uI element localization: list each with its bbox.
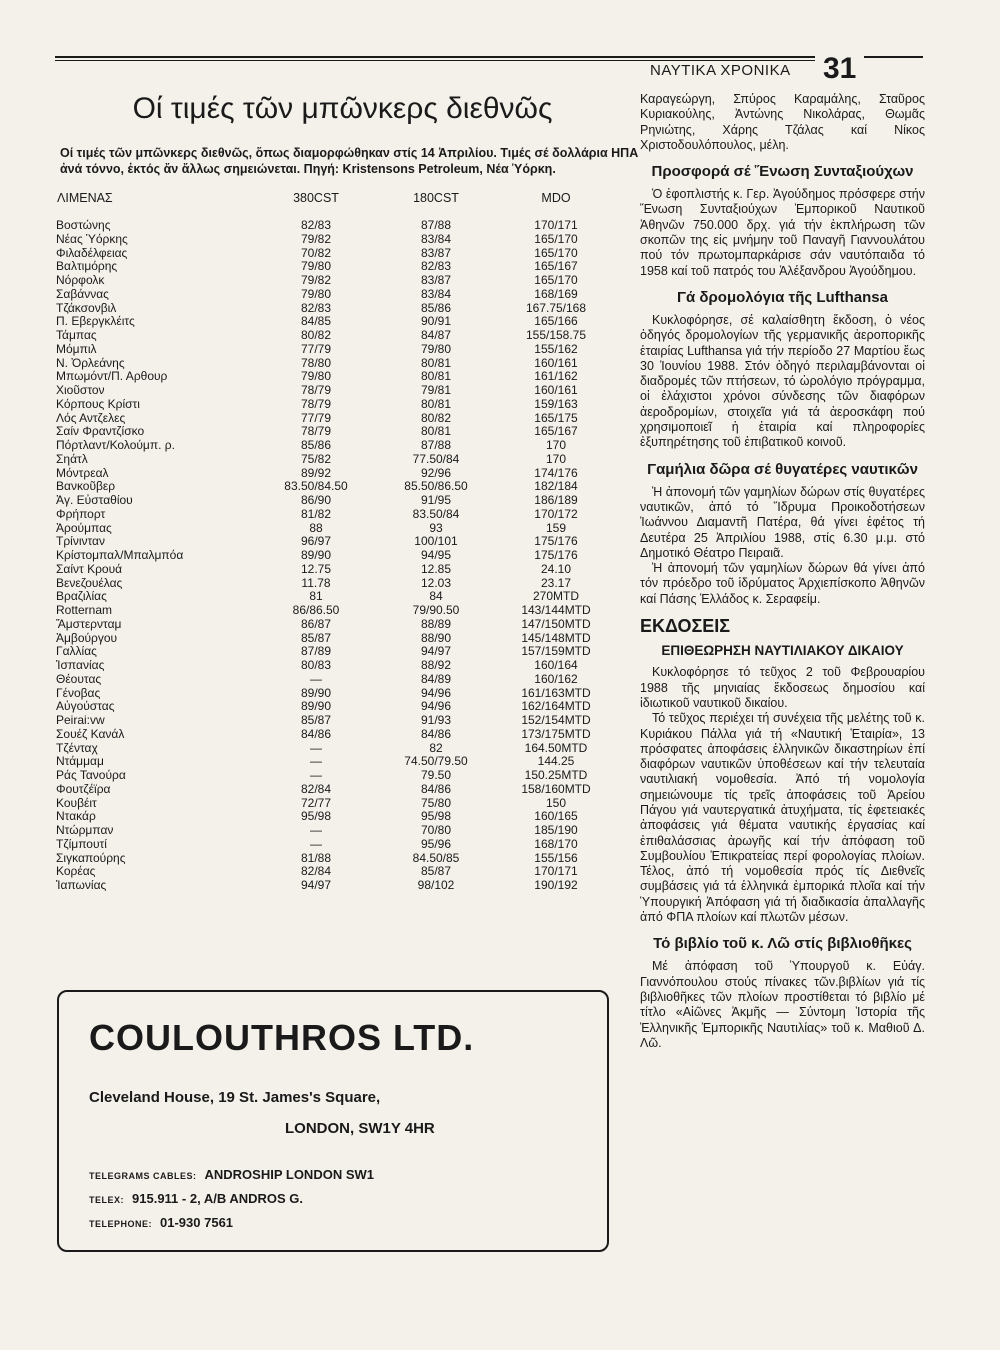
cell-mdo: 158/160MTD bbox=[521, 781, 591, 796]
header-rule bbox=[55, 56, 923, 58]
cell-port: Π. Εβεργκλέιτς bbox=[56, 314, 135, 329]
table-row bbox=[56, 233, 616, 247]
table-row bbox=[56, 508, 616, 522]
cell-port: Βαλτιμόρης bbox=[56, 259, 118, 274]
cell-380cst: — bbox=[310, 671, 322, 686]
cell-180cst: 80/81 bbox=[420, 369, 452, 384]
section-title-lo-book: Τό βιβλίο τοῦ κ. Λῶ στίς βιβλιοθῆκες bbox=[653, 935, 912, 953]
cell-mdo: 170 bbox=[545, 438, 567, 452]
cell-180cst: 80/82 bbox=[420, 410, 452, 425]
cell-180cst: 84/86 bbox=[420, 726, 452, 741]
table-row bbox=[56, 563, 616, 577]
cell-180cst: 100/101 bbox=[414, 534, 458, 549]
table-row bbox=[56, 467, 616, 481]
cell-180cst: 83/87 bbox=[420, 245, 452, 260]
cell-mdo: 173/175MTD bbox=[521, 726, 591, 741]
table-row bbox=[56, 879, 616, 893]
ad-telephone-value: 01-930 7561 bbox=[160, 1215, 234, 1230]
section-text-lo-book: Μέ ἀπόφαση τοῦ Ὑπουργοῦ κ. Εὐάγ. Γιαννόπουλου στούς πίνακες τῶν.βιβλίων γιά τίς βιβλιοθῆκες τῶν πλοίων προστίθεται τό βιβλίο μέ τίτλο «Αἰῶνες Ἀκμῆς — Σύντομη Ἱστορία τῆς Ἑλληνικῆς Ἐμπορικῆς Ναυτιλίας» τοῦ κ. Μαθιοῦ Δ. Λῶ. bbox=[640, 959, 925, 1050]
cell-380cst: 11.78 bbox=[301, 575, 331, 590]
ad-address-line1: Cleveland House, 19 St. James's Square, bbox=[89, 1089, 381, 1106]
cell-port: Τζένταχ bbox=[56, 740, 98, 755]
cell-380cst: 89/92 bbox=[300, 465, 332, 480]
table-row bbox=[56, 384, 616, 398]
cell-180cst: 84 bbox=[429, 589, 443, 604]
cell-180cst: 83.50/84 bbox=[412, 506, 460, 521]
table-row bbox=[56, 824, 616, 838]
cell-mdo: 168/170 bbox=[534, 836, 578, 851]
cell-port: Σουέζ Κανάλ bbox=[56, 726, 125, 741]
cell-180cst: 94/96 bbox=[420, 685, 452, 700]
cell-port: Βραζιλίας bbox=[56, 589, 107, 604]
table-row bbox=[56, 755, 616, 769]
cell-180cst: 94/95 bbox=[420, 548, 452, 562]
cell-380cst: 79/82 bbox=[300, 231, 332, 246]
cell-180cst: 75/80 bbox=[420, 795, 452, 810]
table-row bbox=[56, 219, 616, 233]
cell-port: Σηάτλ bbox=[56, 451, 88, 466]
cell-180cst: 91/93 bbox=[420, 713, 452, 727]
cell-380cst: 78/79 bbox=[300, 396, 332, 411]
section-text-lufthansa: Κυκλοφόρησε, σέ καλαίσθητη ἔκδοση, ὁ νέος ὁδηγός δρομολογίων τῆς γερμανικῆς ἀεροπορικῆς ἑταιρίας Lufthansa γιά τήν περίοδο 27 Μαρτίου ἕως 30 Ἰουνίου 1988. Στόν ὁδηγό περιλαμβάνονται οἱ διαδρομές τῶν πτήσεων, τό ὡρολόγιο πρόγραμμα, οἱ ἐλάχιστοι χρόνοι σύνδεσης τῶν διαφόρων ἀεροδρομίων, στοιχεῖα γιά τά ἀεροσκάφη πού χρησιμοποιεῖ ἡ ἑταιρία καί πληροφορίες ἐξυπηρέτησης τοῦ ἐπιβατικοῦ κοινοῦ. bbox=[640, 312, 925, 450]
table-row bbox=[56, 412, 616, 426]
cell-180cst: 92/96 bbox=[420, 465, 452, 480]
cell-380cst: 78/80 bbox=[300, 355, 332, 370]
cell-180cst: 83/84 bbox=[420, 286, 452, 301]
cell-380cst: 83.50/84.50 bbox=[284, 479, 348, 494]
table-row bbox=[56, 618, 616, 632]
table-row bbox=[56, 343, 616, 357]
table-row bbox=[56, 535, 616, 549]
cell-port: Νόρφολκ bbox=[56, 273, 105, 287]
cell-180cst: 87/88 bbox=[420, 438, 452, 452]
cell-380cst: 89/90 bbox=[300, 685, 332, 700]
table-row bbox=[56, 357, 616, 371]
table-row bbox=[56, 247, 616, 261]
cell-mdo: 150.25MTD bbox=[524, 768, 588, 782]
cell-380cst: — bbox=[310, 754, 322, 769]
cell-port: Σαβάννας bbox=[56, 286, 109, 301]
cell-180cst: 82 bbox=[429, 740, 443, 755]
cell-180cst: 88/90 bbox=[420, 630, 452, 645]
cell-mdo: 160/165 bbox=[534, 809, 578, 824]
cell-180cst: 83/84 bbox=[420, 231, 452, 246]
cell-mdo: 161/163MTD bbox=[521, 685, 591, 700]
cell-port: Κουβέιτ bbox=[56, 795, 97, 810]
cell-port: Φιλαδέλφειας bbox=[56, 245, 128, 260]
cell-mdo: 170 bbox=[545, 451, 567, 466]
table-row bbox=[56, 632, 616, 646]
cell-380cst: 81/82 bbox=[300, 506, 332, 521]
cell-mdo: 155/156 bbox=[534, 850, 578, 865]
cell-380cst: 79/80 bbox=[300, 286, 332, 301]
section-text-maritime-law-review-1: Κυκλοφόρησε τό τεῦχος 2 τοῦ Φεβρουαρίου 1988 τῆς μηνιαίας ἔκδοσεως δημοσίου καί ἰδιωτικοῦ ναυτικοῦ δικαίου. bbox=[640, 665, 925, 710]
cell-mdo: 170/171 bbox=[534, 864, 578, 879]
cell-port: Κρίστομπαλ/Μπαλμπόα bbox=[56, 548, 184, 562]
cell-380cst: 81/88 bbox=[300, 850, 332, 865]
ad-telex-value: 915.911 - 2, A/B ANDROS G. bbox=[132, 1191, 304, 1206]
cell-port: Κορέας bbox=[56, 864, 96, 879]
cell-380cst: 82/84 bbox=[300, 781, 332, 796]
cell-380cst: 84/86 bbox=[300, 726, 332, 741]
cell-380cst: 78/79 bbox=[300, 383, 332, 397]
table-row bbox=[56, 315, 616, 329]
cell-mdo: 159 bbox=[545, 520, 567, 535]
cell-port: Μόμπιλ bbox=[56, 341, 97, 356]
section-title-maritime-law-review: ΕΠΙΘΕΩΡΗΣΗ ΝΑΥΤΙΛΙΑΚΟΥ ΔΙΚΑΙΟΥ bbox=[661, 643, 904, 659]
cell-mdo: 170/171 bbox=[534, 218, 578, 232]
table-row bbox=[56, 797, 616, 811]
cell-380cst: 81 bbox=[309, 589, 323, 604]
cell-mdo: 147/150MTD bbox=[521, 616, 591, 631]
cell-mdo: 165/170 bbox=[534, 231, 578, 246]
section-title-lufthansa: Γά δρομολόγια τῆς Lufthansa bbox=[677, 288, 888, 306]
cell-180cst: 95/98 bbox=[420, 809, 452, 824]
cell-port: Ράς Τανούρα bbox=[56, 768, 126, 782]
table-row bbox=[56, 700, 616, 714]
cell-380cst: 79/82 bbox=[300, 273, 332, 287]
cell-port: Θέουτας bbox=[56, 671, 102, 686]
cell-180cst: 80/81 bbox=[420, 424, 452, 439]
cell-mdo: 167.75/168 bbox=[525, 300, 587, 315]
cell-mdo: 150 bbox=[545, 795, 567, 810]
table-row bbox=[56, 439, 616, 453]
cell-180cst: 90/91 bbox=[420, 314, 452, 329]
cell-mdo: 270MTD bbox=[532, 589, 579, 604]
cell-180cst: 95/96 bbox=[420, 836, 452, 851]
cell-180cst: 85/86 bbox=[420, 300, 452, 315]
table-row bbox=[56, 604, 616, 618]
table-row bbox=[56, 728, 616, 742]
table-row bbox=[56, 577, 616, 591]
cell-mdo: 157/159MTD bbox=[521, 644, 591, 659]
table-row bbox=[56, 810, 616, 824]
table-row bbox=[56, 522, 616, 536]
cell-180cst: 83/87 bbox=[420, 273, 452, 287]
cell-mdo: 165/166 bbox=[534, 314, 578, 329]
cell-mdo: 190/192 bbox=[534, 878, 578, 892]
cell-180cst: 85.50/86.50 bbox=[404, 479, 468, 494]
cell-380cst: 79/80 bbox=[300, 369, 332, 384]
section-text-wedding-gifts-1: Ἡ ἀπονομή τῶν γαμηλίων δώρων στίς θυγατέρες ναυτικῶν, ἀπό τό Ἵδρυμα Προικοδοτήσεων Ἰωάννου Διαμαντῆ Πατέρα, θά γίνει ἐφέτος τή Δευτέρα 25 Ἀπριλίου 1988, στίς 6.30 μ.μ. στό Δημοτικό Θέατρο Πειραιᾶ. bbox=[640, 484, 925, 560]
cell-180cst: 70/80 bbox=[420, 823, 452, 837]
cell-mdo: 164.50MTD bbox=[524, 740, 588, 755]
cell-port: Αὐγούστας bbox=[56, 699, 115, 714]
cell-mdo: 160/162 bbox=[534, 671, 578, 686]
cell-380cst: 82/83 bbox=[300, 300, 332, 315]
cell-180cst: 79/90.50 bbox=[412, 603, 460, 617]
cell-mdo: 160/164 bbox=[534, 658, 578, 672]
cell-port: Φουτζέϊρα bbox=[56, 781, 111, 796]
cell-port: Ἁγ. Εὐσταθίου bbox=[56, 493, 133, 507]
table-row bbox=[56, 480, 616, 494]
cell-mdo: 24.10 bbox=[540, 561, 572, 576]
cell-380cst: 77/79 bbox=[300, 341, 332, 356]
table-row bbox=[56, 742, 616, 756]
cell-port: Ν. Ὀρλεάνης bbox=[56, 355, 125, 370]
cell-port: Τζίμπουτί bbox=[56, 836, 107, 851]
cell-180cst: 84/87 bbox=[420, 328, 452, 342]
cell-380cst: 86/87 bbox=[300, 616, 332, 631]
table-row bbox=[56, 425, 616, 439]
table-row bbox=[56, 852, 616, 866]
cell-180cst: 94/97 bbox=[420, 644, 452, 659]
cell-mdo: 165/167 bbox=[534, 259, 578, 274]
cell-port: Γένοβας bbox=[56, 685, 101, 700]
cell-mdo: 186/189 bbox=[534, 493, 578, 507]
cell-180cst: 84/89 bbox=[420, 671, 452, 686]
cell-mdo: 144.25 bbox=[537, 754, 575, 769]
cell-mdo: 23.17 bbox=[540, 575, 572, 590]
cell-port: Ἰσπανίας bbox=[56, 658, 105, 672]
cell-port: Peirai:vw bbox=[56, 713, 105, 727]
cell-180cst: 85/87 bbox=[420, 864, 452, 879]
cell-380cst: 96/97 bbox=[300, 534, 332, 549]
cell-180cst: 87/88 bbox=[420, 218, 452, 232]
table-row bbox=[56, 288, 616, 302]
table-row bbox=[56, 370, 616, 384]
cell-port: Rotternam bbox=[56, 603, 113, 617]
table-row bbox=[56, 302, 616, 316]
bunker-prices-table bbox=[56, 190, 616, 893]
column-header-380cst: 380CST bbox=[293, 191, 339, 205]
table-row bbox=[56, 838, 616, 852]
cell-mdo: 185/190 bbox=[534, 823, 578, 837]
cell-380cst: 86/90 bbox=[300, 493, 332, 507]
header-rule-secondary bbox=[55, 60, 815, 61]
right-column bbox=[640, 92, 925, 1051]
cell-380cst: 85/86 bbox=[300, 438, 332, 452]
cell-180cst: 80/81 bbox=[420, 355, 452, 370]
cell-180cst: 79/81 bbox=[420, 383, 452, 397]
cell-380cst: 77/79 bbox=[300, 410, 332, 425]
cell-380cst: 79/80 bbox=[300, 259, 332, 274]
cell-380cst: 89/90 bbox=[300, 699, 332, 714]
cell-180cst: 74.50/79.50 bbox=[404, 754, 468, 769]
cell-380cst: 95/98 bbox=[300, 809, 332, 824]
cell-port: Ἰαπωνίας bbox=[56, 878, 107, 892]
cell-port: Πόρτλαντ/Κολούμπ. ρ. bbox=[56, 438, 175, 452]
cell-380cst: — bbox=[310, 768, 322, 782]
cell-mdo: 162/164MTD bbox=[521, 699, 591, 714]
cell-mdo: 143/144MTD bbox=[521, 603, 591, 617]
table-body bbox=[56, 219, 616, 893]
table-row bbox=[56, 865, 616, 879]
cell-mdo: 160/161 bbox=[534, 383, 578, 397]
section-title-wedding-gifts: Γαμήλια δῶρα σέ θυγατέρες ναυτικῶν bbox=[647, 460, 918, 478]
section-text-wedding-gifts-2: Ἡ ἀπονομή τῶν γαμηλίων δώρων θά γίνει ἀπό τόν πρόεδρο τοῦ ἱδρύματος Ἀρχιεπίσκοπο Ἀθηνῶν καί Πάσης Ἑλλάδος κ. Σεραφείμ. bbox=[640, 561, 925, 606]
continued-paragraph: Καραγεώργη, Σπύρος Καραμάλης, Σταῦρος Κυριακούλης, Ἀντώνης Νικολάρας, Θωμᾶς Ρηνιώτης, Χάρης Τζάλας καί Νίκος Χριστοδουλόπουλος, μέλη. bbox=[640, 92, 925, 152]
cell-180cst: 84.50/85 bbox=[412, 850, 460, 865]
cell-mdo: 175/176 bbox=[534, 548, 578, 562]
cell-380cst: 84/85 bbox=[300, 314, 332, 329]
table-row bbox=[56, 274, 616, 288]
table-row bbox=[56, 645, 616, 659]
cell-380cst: 85/87 bbox=[300, 713, 332, 727]
cell-380cst: 89/90 bbox=[300, 548, 332, 562]
table-row bbox=[56, 453, 616, 467]
ad-company-name: COULOUTHROS LTD. bbox=[89, 1017, 475, 1058]
cell-mdo: 182/184 bbox=[534, 479, 578, 494]
advertisement-box bbox=[57, 990, 609, 1252]
table-row bbox=[56, 769, 616, 783]
cell-mdo: 155/158.75 bbox=[525, 328, 587, 342]
cell-380cst: — bbox=[310, 740, 322, 755]
ad-telegrams-value: ANDROSHIP LONDON SW1 bbox=[204, 1167, 374, 1182]
table-row bbox=[56, 260, 616, 274]
table-row bbox=[56, 398, 616, 412]
page-number: 31 bbox=[815, 52, 864, 86]
cell-mdo: 165/175 bbox=[534, 410, 578, 425]
ad-telex bbox=[89, 1191, 303, 1206]
ad-telex-label: TELEX: bbox=[89, 1195, 125, 1205]
cell-port: Γαλλίας bbox=[56, 644, 97, 659]
ad-telegrams bbox=[89, 1167, 374, 1182]
table-row bbox=[56, 673, 616, 687]
cell-mdo: 145/148MTD bbox=[521, 630, 591, 645]
ad-telephone bbox=[89, 1215, 233, 1230]
ad-address-line2: LONDON, SW1Y 4HR bbox=[285, 1120, 435, 1137]
cell-380cst: 82/84 bbox=[300, 864, 332, 879]
cell-port: Βενεζουέλας bbox=[56, 575, 123, 590]
section-title-pension-donation: Προσφορά σέ Ἕνωση Συνταξιούχων bbox=[651, 163, 914, 181]
table-row bbox=[56, 549, 616, 563]
cell-mdo: 165/170 bbox=[534, 273, 578, 287]
cell-port: Σαίν Φραντζίσκο bbox=[56, 424, 145, 439]
cell-180cst: 94/96 bbox=[420, 699, 452, 714]
cell-port: Μόντρεαλ bbox=[56, 465, 109, 480]
cell-380cst: 80/83 bbox=[300, 658, 332, 672]
cell-port: Ἄμστερνταμ bbox=[56, 616, 122, 631]
cell-port: Τάμπας bbox=[56, 328, 97, 342]
cell-180cst: 98/102 bbox=[417, 878, 455, 892]
cell-380cst: 88 bbox=[309, 520, 323, 535]
cell-380cst: 94/97 bbox=[300, 878, 332, 892]
cell-380cst: 87/89 bbox=[300, 644, 332, 659]
cell-port: Βοστώνης bbox=[56, 218, 111, 232]
cell-180cst: 79.50 bbox=[420, 768, 452, 782]
cell-port: Σιγκαπούρης bbox=[56, 850, 126, 865]
cell-180cst: 82/83 bbox=[420, 259, 452, 274]
cell-mdo: 155/162 bbox=[534, 341, 578, 356]
cell-380cst: 86/86.50 bbox=[292, 603, 340, 617]
cell-mdo: 175/176 bbox=[534, 534, 578, 549]
cell-180cst: 77.50/84 bbox=[412, 451, 460, 466]
cell-port: Ντάμμαμ bbox=[56, 754, 104, 769]
cell-mdo: 165/167 bbox=[534, 424, 578, 439]
table-header-row bbox=[56, 190, 616, 219]
article-title: Οί τιμές τῶν μπῶνκερς διεθνῶς bbox=[132, 92, 553, 125]
table-row bbox=[56, 783, 616, 797]
article-intro: Οί τιμές τῶν μπῶνκερς διεθνῶς, ὅπως διαμορφώθηκαν στίς 14 Ἀπριλίου. Τιμές σέ δολλάρια ΗΠΑ ἀνά τόννο, ἐκτός ἄν ἄλλως σημειώνεται. Πηγή: Kristensons Petroleum, Νέα Ὑόρκη. bbox=[60, 146, 639, 176]
cell-port: Τρίνινταν bbox=[56, 534, 105, 549]
cell-mdo: 159/163 bbox=[534, 396, 578, 411]
cell-180cst: 12.03 bbox=[420, 575, 452, 590]
cell-port: Φρήπορτ bbox=[56, 506, 106, 521]
cell-port: Λός Αντζελες bbox=[56, 410, 126, 425]
section-text-maritime-law-review-2: Τό τεῦχος περιέχει τή συνέχεια τῆς μελέτης τοῦ κ. Κυριάκου Πάλλα γιά τή «Ναυτική Ἑταιρία», 13 πρόσφατες ἀποφάσεις ἑλληνικῶν δικαστηρίων ἐπί διαφόρων ναυτικῶν ὑποθέσεων καί τήν τελευταία ναυτιλιακή νομοθεσία. Ἀπό τή νομολογία σημειώνουμε τίς τρεῖς ἀποφάσεις τοῦ Ἀρείου Πάγου γιά ναυτεργατικά ἀτυχήματα, τίς ἐφετειακές ἀποφάσεις γιά θέματα ναυτικής ἐργασίας καί ἐπιθαλάσσιας ἀρωγῆς καί τήν ἀπόφαση τοῦ Συμβουλίου Ἐπικρατείας περί φορολογίας πλοίων. Τέλος, ἀπό τή νομοθεσία πρός τίς Διεθνεῖς συμβάσεις γιά τά ἑλληνικά ἐμπορικά πλοῖα καί τήν Ὑπουργική Ἀπόφαση γιά τή διαδικασία ἀπαλλαγῆς ἀπό ΦΠΑ πλοίων καί πλωτῶν μέσων. bbox=[640, 711, 925, 925]
cell-380cst: 72/77 bbox=[300, 795, 332, 810]
cell-port: Χιοῦστον bbox=[56, 383, 105, 397]
cell-180cst: 80/81 bbox=[420, 396, 452, 411]
section-text-pension-donation: Ὁ ἐφοπλιστής κ. Γερ. Ἀγούδημος πρόσφερε στήν Ἕνωση Συνταξιούχων Ἐμπορικοῦ Ναυτικοῦ Ἀθηνῶν 750.000 δρχ. γιά τήν ἐκπλήρωση τῶν σκοπῶν της εἰς μνήμην τοῦ Παναγῆ Γιαννουλάτου πού τόν πρωτομπαρκάρισε σάν ναυτόπαιδα τό 1958 καί τοῦ πατρός του Ἀλέξανδρου Ἀγούδημου. bbox=[640, 187, 925, 278]
cell-port: Νέας Ὑόρκης bbox=[56, 231, 128, 246]
cell-mdo: 168/169 bbox=[534, 286, 578, 301]
cell-380cst: 80/82 bbox=[300, 328, 332, 342]
table-row bbox=[56, 494, 616, 508]
cell-180cst: 91/95 bbox=[420, 493, 452, 507]
column-header-180cst: 180CST bbox=[413, 191, 459, 205]
cell-180cst: 88/92 bbox=[420, 658, 452, 672]
cell-port: Μπωμόντ/Π. Αρθουρ bbox=[56, 369, 168, 384]
cell-380cst: — bbox=[310, 836, 322, 851]
table-row bbox=[56, 590, 616, 604]
cell-port: Τζάκσονβιλ bbox=[56, 300, 117, 315]
cell-180cst: 88/89 bbox=[420, 616, 452, 631]
journal-name: ΝΑΥΤΙΚΑ ΧΡΟΝΙΚΑ bbox=[650, 62, 791, 79]
cell-port: Ντώρμπαν bbox=[56, 823, 114, 837]
cell-180cst: 93 bbox=[429, 520, 443, 535]
cell-port: Ἀμβούργου bbox=[56, 630, 118, 645]
cell-mdo: 170/172 bbox=[534, 506, 578, 521]
cell-380cst: 12.75 bbox=[300, 561, 332, 576]
cell-mdo: 174/176 bbox=[534, 465, 578, 480]
cell-380cst: 85/87 bbox=[300, 630, 332, 645]
cell-180cst: 84/86 bbox=[420, 781, 452, 796]
cell-mdo: 152/154MTD bbox=[521, 713, 591, 727]
table-row bbox=[56, 659, 616, 673]
ad-telephone-label: TELEPHONE: bbox=[89, 1219, 153, 1229]
publications-heading: ΕΚΔΟΣΕΙΣ bbox=[640, 616, 731, 637]
cell-180cst: 12.85 bbox=[420, 561, 452, 576]
cell-port: Βανκοῦβερ bbox=[56, 479, 116, 494]
cell-180cst: 79/80 bbox=[420, 341, 452, 356]
cell-380cst: 70/82 bbox=[300, 245, 332, 260]
table-row bbox=[56, 687, 616, 701]
table-row bbox=[56, 714, 616, 728]
column-header-port: ΛΙΜΕΝΑΣ bbox=[57, 191, 113, 205]
cell-port: Σαίντ Κρουά bbox=[56, 561, 123, 576]
cell-mdo: 165/170 bbox=[534, 245, 578, 260]
cell-port: Ἀρούμπας bbox=[56, 520, 112, 535]
table-row bbox=[56, 329, 616, 343]
cell-mdo: 160/161 bbox=[534, 355, 578, 370]
cell-380cst: 82/83 bbox=[300, 218, 332, 232]
cell-port: Ντακάρ bbox=[56, 809, 96, 824]
column-header-mdo: MDO bbox=[541, 191, 571, 205]
cell-mdo: 161/162 bbox=[534, 369, 578, 384]
cell-380cst: 75/82 bbox=[300, 451, 332, 466]
cell-380cst: — bbox=[310, 823, 322, 837]
ad-telegrams-label: TELEGRAMS CABLES: bbox=[89, 1171, 197, 1181]
cell-380cst: 78/79 bbox=[300, 424, 332, 439]
cell-port: Κόρπους Κρίστι bbox=[56, 396, 140, 411]
